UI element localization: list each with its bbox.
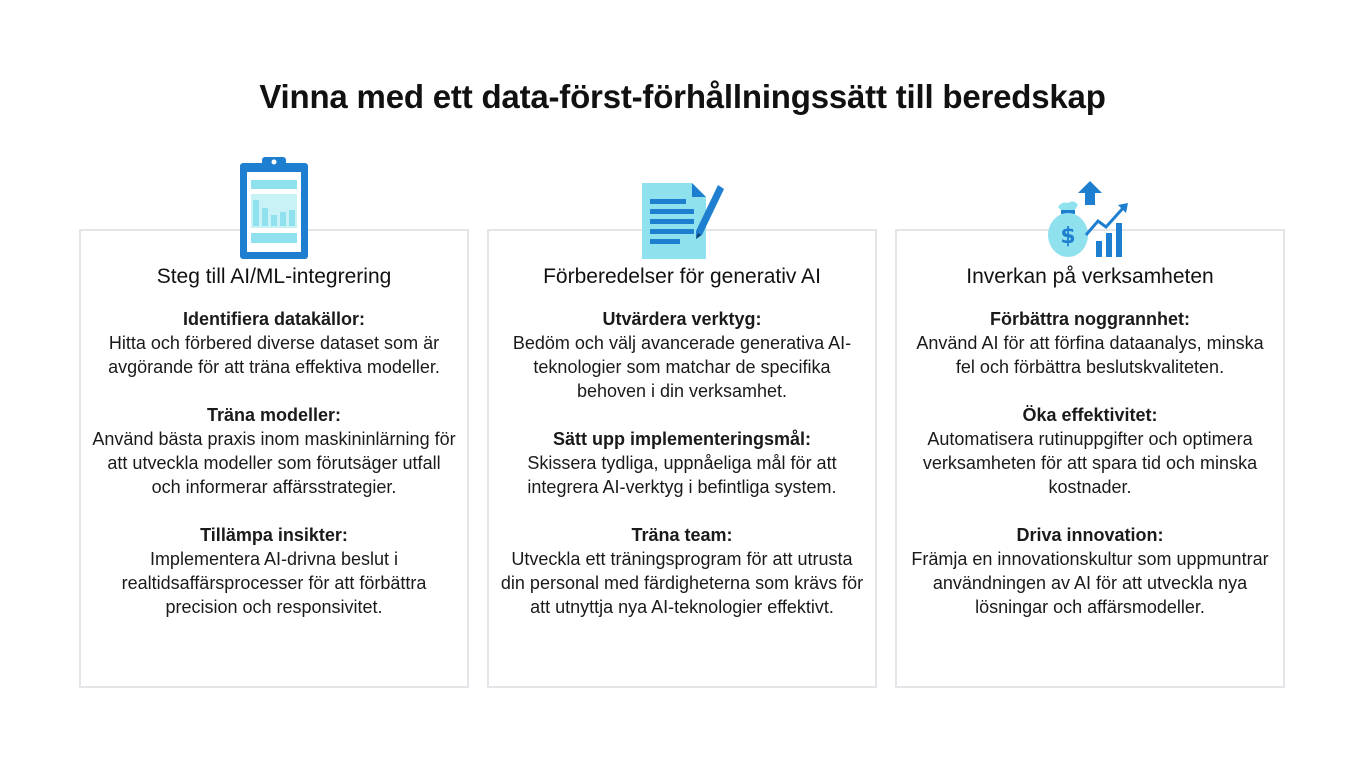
section-heading: Öka effektivitet:: [1022, 405, 1158, 425]
svg-text:$: $: [1060, 224, 1076, 249]
section-identify-data-sources: [91, 307, 457, 379]
section-heading: Träna team:: [631, 525, 733, 545]
section-text: Automatisera rutinuppgifter och optimera verksamheten för att spara tid och minska kostnader.: [922, 429, 1258, 497]
card-body: [499, 307, 865, 643]
section-text: Utveckla ett träningsprogram för att utrusta din personal med färdigheterna som krävs för att utnyttja nya AI-teknologier effektivt.: [500, 549, 864, 617]
card-body: [91, 307, 457, 643]
section-text: Implementera AI-drivna beslut i realtidsaffärsprocesser för att förbättra precision och responsivitet.: [121, 549, 427, 617]
card-body: [907, 307, 1273, 643]
section-heading: Driva innovation:: [1016, 525, 1164, 545]
card-generative-ai-prep: [487, 229, 877, 688]
section-text: Bedöm och välj avancerade generativa AI-teknologier som matchar de specifika behoven i din verksamhet.: [512, 333, 852, 401]
section-heading: Identifiera datakällor:: [182, 309, 366, 329]
section-text: Främja en innovationskultur som uppmuntrar användningen av AI för att utveckla nya lösningar och affärsmodeller.: [911, 549, 1269, 617]
section-increase-efficiency: [907, 403, 1273, 499]
section-drive-innovation: [907, 523, 1273, 619]
section-heading: Sätt upp implementeringsmål:: [552, 429, 812, 449]
card-title: Inverkan på verksamheten: [966, 265, 1214, 288]
section-heading: Förbättra noggrannhet:: [990, 309, 1190, 329]
card-business-impact: [895, 224, 1285, 688]
money-bag-growth-icon: [1035, 151, 1145, 261]
card-title: Steg till AI/ML-integrering: [156, 265, 392, 288]
section-train-team: [499, 523, 865, 619]
page-title: Vinna med ett data-först-förhållningssätt till beredskap: [259, 78, 1106, 115]
section-heading: Utvärdera verktyg:: [602, 309, 762, 329]
section-train-models: [91, 403, 457, 499]
card-ai-ml-integration: [79, 229, 469, 688]
document-pen-icon: [627, 151, 737, 261]
section-text: Hitta och förbered diverse dataset som är avgörande för att träna effektiva modeller.: [108, 333, 440, 377]
section-heading: Tillämpa insikter:: [200, 525, 348, 545]
clipboard-chart-icon: [219, 151, 329, 261]
section-evaluate-tools: [499, 307, 865, 403]
section-heading: Träna modeller:: [206, 405, 342, 425]
section-improve-accuracy: [907, 307, 1273, 379]
section-text: Skissera tydliga, uppnåeliga mål för att integrera AI-verktyg i befintliga system.: [527, 453, 837, 497]
card-title: Förberedelser för generativ AI: [543, 265, 821, 288]
section-text: Använd bästa praxis inom maskininlärning för att utveckla modeller som förutsäger utfall och informerar affärsstrategier.: [92, 429, 456, 497]
section-text: Använd AI för att förfina dataanalys, minska fel och förbättra beslutskvaliteten.: [916, 333, 1264, 377]
section-apply-insights: [91, 523, 457, 619]
section-set-goals: [499, 427, 865, 499]
